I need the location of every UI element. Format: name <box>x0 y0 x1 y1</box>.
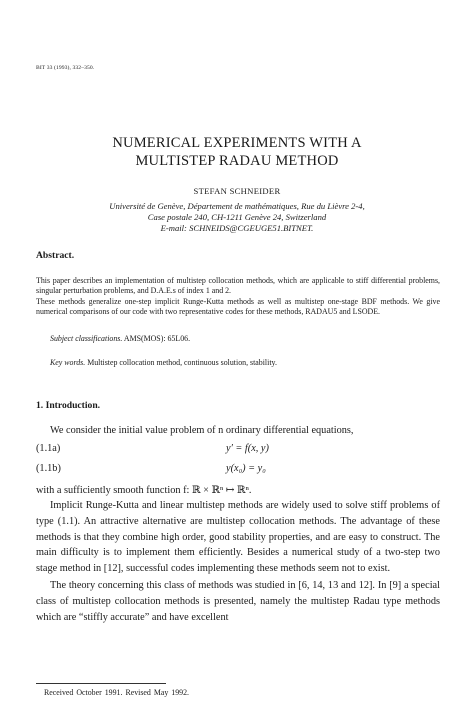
equation-1b-label: (1.1b) <box>36 463 61 474</box>
abstract-paragraph-1: This paper describes an implementation of multistep collocation methods, which are applicable to stiff differential problems, singular perturbation problems, and D.A.E.s of index 1 and 2. <box>36 276 440 296</box>
equation-1b: y(x₀) = y₀ <box>226 463 266 474</box>
subject-label: Subject classifications. <box>50 334 123 343</box>
key-words <box>36 358 440 368</box>
affiliation-line-2: Case postale 240, CH-1211 Genève 24, Switzerland <box>147 212 327 222</box>
subject-value: AMS(MOS): 65L06. <box>122 334 191 343</box>
intro-sentence: We consider the initial value problem of n ordinary differential equations, <box>50 425 354 436</box>
paper-title-line-2: MULTISTEP RADAU METHOD <box>135 153 339 169</box>
smoothness-line: with a sufficiently smooth function f: ℝ × ℝⁿ ↦ ℝⁿ. <box>36 485 252 496</box>
received-dates: Received October 1991. Revised May 1992. <box>44 688 190 697</box>
keywords-value: Multistep collocation method, continuous solution, stability. <box>85 358 277 367</box>
equation-1a: y′ = f(x, y) <box>226 443 269 454</box>
keywords-label: Key words. <box>50 358 86 367</box>
abstract-paragraph-2: These methods generalize one-step implicit Runge-Kutta methods as well as multistep one-stage BDF methods. We give numerical comparisons of our code with two representative codes for these methods, RADAU5 and LSODE. <box>36 297 440 317</box>
intro-paragraph-2: The theory concerning this class of methods was studied in [6, 14, 13 and 12]. In [9] a special class of multistep collocation methods is presented, namely the multistep Radau type methods which are “stiffly accurate” and have excellent <box>36 580 440 623</box>
introduction-heading: 1. Introduction. <box>36 400 101 411</box>
subject-classifications <box>36 334 440 344</box>
affiliation-line-1: Université de Genève, Département de mathématiques, Rue du Lièvre 2-4, <box>109 201 365 211</box>
abstract-heading: Abstract. <box>36 250 75 261</box>
footnote-rule <box>36 683 166 684</box>
intro-paragraph-1: Implicit Runge-Kutta and linear multistep methods are widely used to solve stiff problems of type (1.1). An attractive alternative are multistep collocation methods. The advantage of these methods is that they combine high order, good stability properties, and are easy to construct. The main difficulty is to implement them efficiently. Besides a numerical study of a two-step two stage method in [12], successful codes implementing these methods seem not to exist. <box>36 500 440 575</box>
author-name: STEFAN SCHNEIDER <box>193 186 281 196</box>
journal-reference: BIT 33 (1993), 332–350. <box>36 65 95 71</box>
paper-title-line-1: NUMERICAL EXPERIMENTS WITH A <box>112 135 362 151</box>
equation-1a-label: (1.1a) <box>36 443 61 454</box>
affiliation-email: E-mail: SCHNEIDS@CGEUGE51.BITNET. <box>160 223 314 233</box>
